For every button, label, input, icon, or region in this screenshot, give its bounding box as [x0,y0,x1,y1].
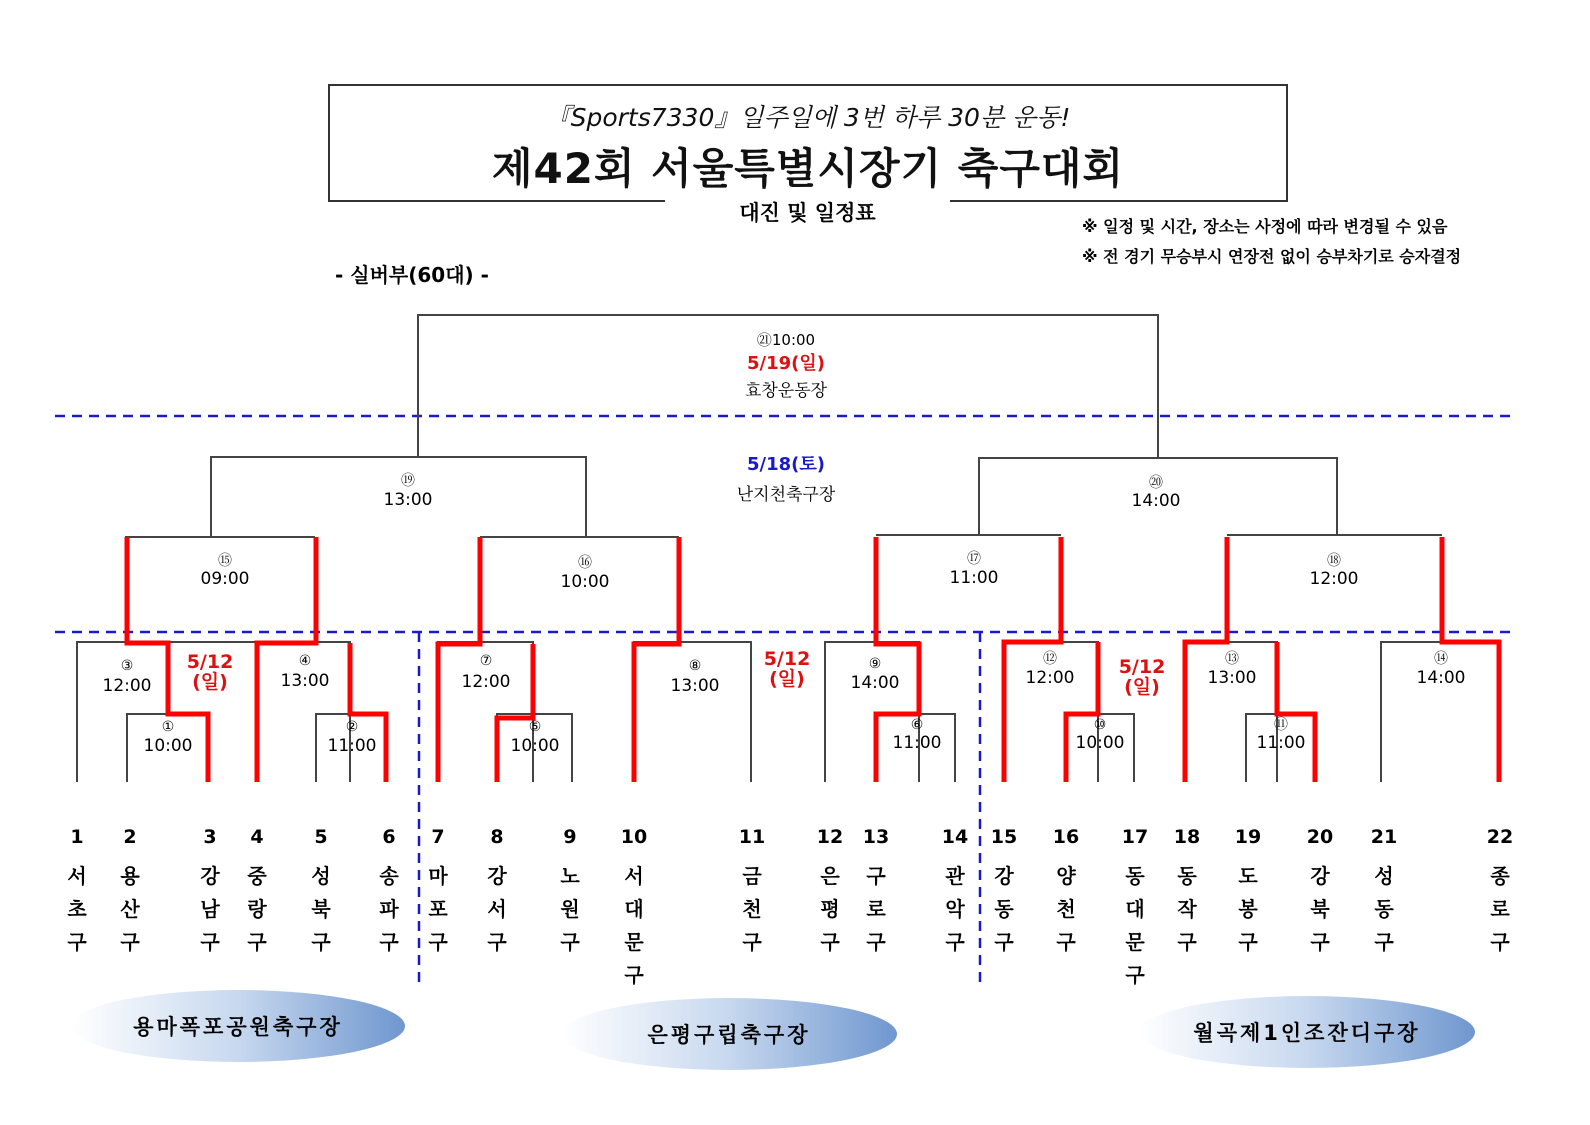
match-number: ③ [120,658,134,674]
match-number: ⑫ [1043,651,1057,667]
round1-weekday: (일) [1124,676,1160,698]
team-number: 15 [990,826,1018,848]
semifinal-venue: 난지천축구장 [736,485,836,505]
match-time: 14:00 [1131,491,1181,511]
semifinal-date: 5/18(토) [747,454,825,475]
team-name: 성 북 구 [311,864,331,954]
team-number: 10 [620,826,648,848]
match-time: 11:00 [892,733,942,753]
team-name: 강 서 구 [487,864,507,954]
winner-path-12 [1442,537,1499,782]
team-name: 관 악 구 [945,864,965,954]
team-number: 13 [862,826,890,848]
match-time: 14:00 [1416,668,1466,688]
team-number: 6 [382,826,396,848]
team-name: 용 산 구 [120,864,140,954]
match-time: 10:00 [510,736,560,756]
team-number: 8 [490,826,504,848]
team-name: 도 봉 구 [1238,864,1258,954]
team-name: 노 원 구 [560,864,580,954]
notice-penalty-shootout: ※ 전 경기 무승부시 연장전 없이 승부차기로 승자결정 [1082,247,1462,266]
team-number: 3 [203,826,217,848]
team-number: 21 [1370,826,1398,848]
match-time: 09:00 [200,569,250,589]
match-time: 12:00 [461,672,511,692]
team-name: 중 랑 구 [247,864,267,954]
match-number: ⑤ [528,719,542,735]
match-number: ⑩ [1093,717,1107,733]
match-time: 11:00 [327,736,377,756]
match-number: ⑱ [1327,553,1341,569]
team-name: 마 포 구 [428,864,448,954]
match-time: 13:00 [670,676,720,696]
match-number: ① [161,719,175,735]
team-number: 7 [431,826,445,848]
venue-label: 용마폭포공원축구장 [133,1015,343,1039]
winner-path-11 [1277,642,1315,782]
notice-schedule-change: ※ 일정 및 시간, 장소는 사정에 따라 변경될 수 있음 [1082,217,1448,236]
round1-date: 5/12 [763,648,811,670]
match-time: 11:00 [1256,733,1306,753]
winner-path-4 [438,537,480,782]
team-number: 5 [314,826,328,848]
team-number: 14 [941,826,969,848]
match-number: ⑧ [688,658,702,674]
match-time: 10:00 [1075,733,1125,753]
match-number: ⑥ [910,717,924,733]
match-time: 10:00 [143,736,193,756]
match-time: 13:00 [383,490,433,510]
winner-path-6 [634,537,679,782]
match-number: ⑪ [1274,717,1288,733]
match-time: 13:00 [280,671,330,691]
team-name: 은 평 구 [820,864,840,954]
team-name: 강 북 구 [1310,864,1330,954]
match-number: ② [345,719,359,735]
team-name: 송 파 구 [379,864,399,954]
round1-weekday: (일) [769,668,805,690]
team-name: 강 남 구 [200,864,220,954]
winner-path-9 [1066,642,1098,782]
team-number: 2 [123,826,137,848]
team-name: 성 동 구 [1374,864,1394,954]
team-name: 서 초 구 [67,864,87,954]
match-time: 14:00 [850,673,900,693]
team-number: 18 [1173,826,1201,848]
team-number: 1 [70,826,84,848]
match-number: ⑳ [1149,475,1163,491]
match-time: 13:00 [1207,668,1257,688]
match-time: 12:00 [1025,668,1075,688]
round1-weekday: (일) [192,671,228,693]
team-number: 12 [816,826,844,848]
team-name: 동 대 문 구 [1125,864,1145,987]
match-time: 12:00 [1309,569,1359,589]
winner-path-10 [1185,537,1227,782]
venue-label: 은평구립축구장 [647,1023,811,1047]
slogan: 『Sports7330』일주일에 3번 하루 30분 운동! [545,103,1071,132]
match-time: 12:00 [102,676,152,696]
team-number: 9 [563,826,577,848]
match-number: ④ [298,653,312,669]
match-number: ⑦ [479,653,493,669]
team-name: 서 대 문 구 [624,864,644,987]
team-name: 종 로 구 [1490,864,1510,954]
team-number: 17 [1121,826,1149,848]
match-number: ⑨ [868,656,882,672]
division-label: - 실버부(60대) - [335,263,489,287]
team-name: 양 천 구 [1056,864,1076,954]
team-name: 강 동 구 [994,864,1014,954]
team-number: 20 [1306,826,1334,848]
final-venue: 효창운동장 [744,381,828,401]
team-name: 금 천 구 [742,864,762,954]
match-time: 11:00 [949,568,999,588]
final-match-label: ㉑10:00 [756,331,816,349]
match-time: 10:00 [560,572,610,592]
match-number: ⑰ [967,551,981,567]
match-number: ⑭ [1434,651,1448,667]
final-date: 5/19(일) [747,353,825,374]
round1-date: 5/12 [186,651,234,673]
match-number: ⑬ [1225,651,1239,667]
team-number: 16 [1052,826,1080,848]
page-title: 제42회 서울특별시장기 축구대회 [491,144,1125,193]
team-name: 동 작 구 [1177,864,1197,954]
team-number: 4 [250,826,264,848]
team-number: 19 [1234,826,1262,848]
page-subtitle: 대진 및 일정표 [665,193,950,233]
winner-path-3 [350,643,386,782]
team-name: 구 로 구 [866,864,886,954]
venue-label: 월곡제1인조잔디구장 [1193,1021,1421,1045]
match-number: ⑮ [218,553,232,569]
round1-date: 5/12 [1118,656,1166,678]
match-number: ⑯ [578,555,592,571]
team-number: 22 [1486,826,1514,848]
team-number: 11 [738,826,766,848]
match-number: ⑲ [401,473,415,489]
